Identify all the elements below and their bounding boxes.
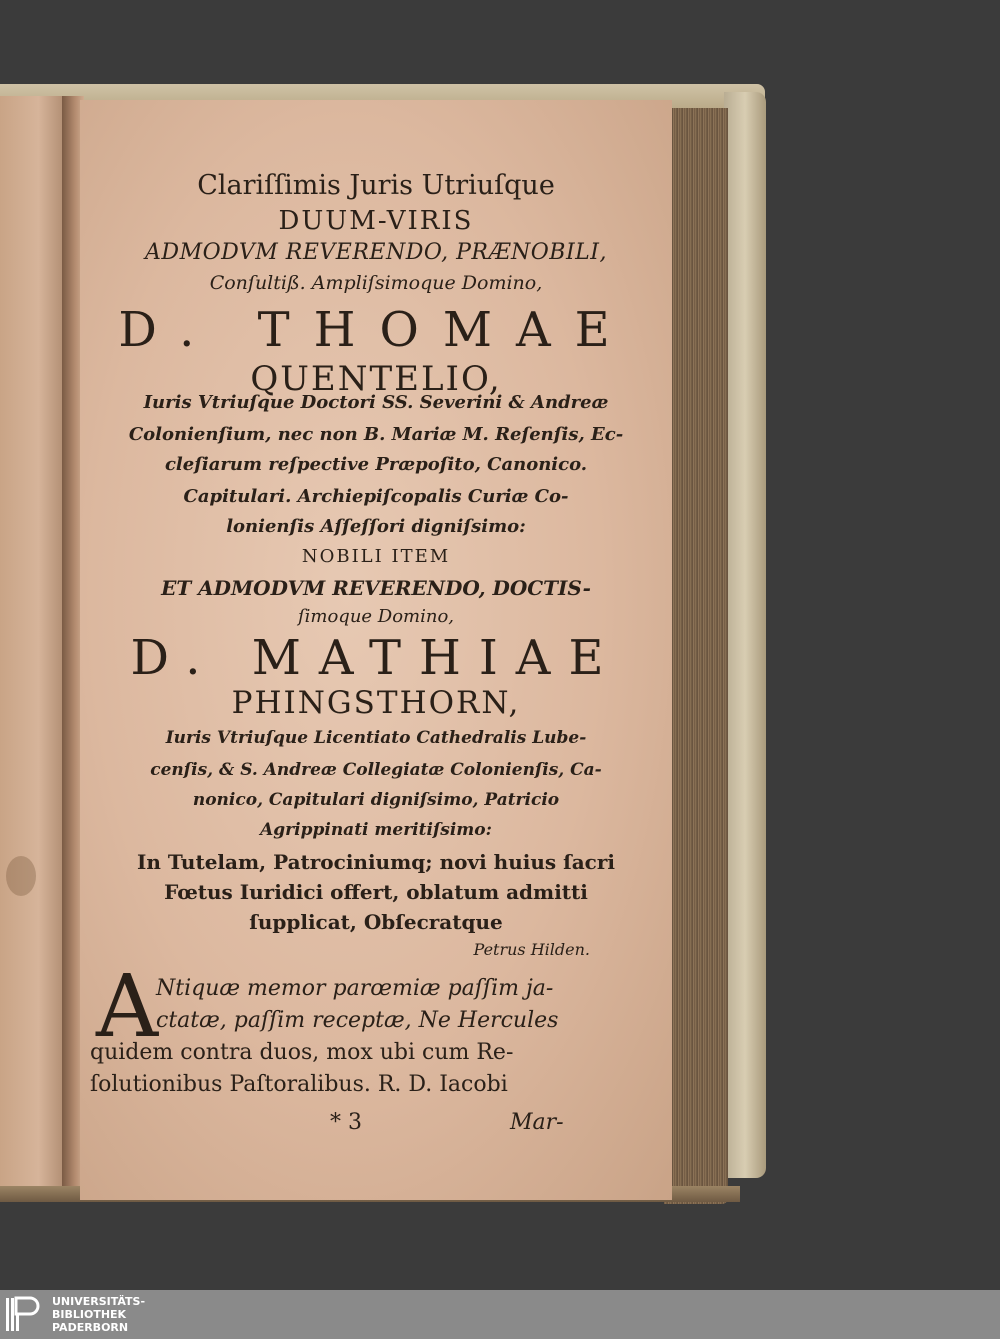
dedication-line: Conſultiß. Ampliſsimoque Domino,: [209, 272, 543, 294]
library-name-line: PADERBORN: [52, 1321, 129, 1334]
drop-cap: A: [96, 957, 159, 1057]
dedication-line: lonienſis Aſſeſſori digniſsimo:: [226, 516, 526, 537]
library-name-line: BIBLIOTHEK: [52, 1308, 127, 1321]
dedication-line: ſimoque Domino,: [297, 606, 455, 627]
dedication-line: Colonienſium, nec non B. Mariæ M. Reſenſis, Ec-: [128, 424, 624, 445]
dedication-line: Capitulari. Archiepiſcopalis Curiæ Co-: [183, 486, 569, 507]
library-footer: [0, 1290, 1000, 1339]
dedication-name-thomae: D. THOMAE: [118, 302, 634, 358]
left-page-stain: [6, 856, 36, 896]
dedication-line: Fœtus Iuridici offert, oblatum admitti: [164, 880, 588, 904]
dedication-line: Agrippinati meritiſsimo:: [260, 820, 492, 840]
dedication-line: ſupplicat, Obſecratque: [249, 910, 503, 934]
dedication-line: ADMODVM REVERENDO, PRÆNOBILI,: [145, 240, 607, 265]
library-name-line: UNIVERSITÄTS-: [52, 1295, 146, 1308]
signature-mark: * 3: [330, 1110, 362, 1135]
page-edges: [664, 108, 728, 1204]
dedication-line: Clariſſimis Juris Utriuſque: [197, 170, 555, 201]
book-right-board: [724, 92, 766, 1178]
dedication-line: cenſis, & S. Andreæ Collegiatæ Colonienſis, Ca-: [150, 760, 602, 780]
body-line: ctatæ, paſſim receptæ, Ne Hercules: [156, 1008, 559, 1033]
dedication-surname-phingsthorn: PHINGSTHORN,: [231, 685, 521, 721]
dedication-line: Iuris Vtriuſque Licentiato Cathedralis Lube-: [165, 728, 587, 748]
body-line: quidem contra duos, mox ubi cum Re-: [90, 1040, 514, 1065]
dedication-line: ET ADMODVM REVERENDO, DOCTIS-: [161, 576, 591, 600]
dedication-name-mathiae: D. MATHIAE: [130, 630, 622, 686]
author-signature: Petrus Hilden.: [473, 940, 590, 959]
book-page: [80, 100, 672, 1200]
dedication-line: In Tutelam, Patrociniumq; novi huius ſacri: [137, 850, 615, 874]
library-name: [52, 1295, 145, 1334]
dedication-line: nonico, Capitulari digniſsimo, Patricio: [192, 790, 560, 810]
body-line: ſolutionibus Paſtoralibus. R. D. Iacobi: [90, 1072, 508, 1097]
dedication-line: DUUM-VIRIS: [278, 206, 474, 236]
catchword: Mar-: [510, 1110, 564, 1135]
dedication-surname-quentelio: QUENTELIO,: [250, 359, 502, 399]
dedication-line: Iuris Vtriuſque Doctori SS. Severini & Andreæ: [143, 392, 609, 413]
left-page: [0, 96, 70, 1196]
dedication-line: NOBILI ITEM: [301, 546, 451, 567]
body-line: Ntiquæ memor parœmiæ paſſim ja-: [156, 976, 554, 1001]
dedication-line: cleſiarum reſpective Præpoſito, Canonico.: [164, 454, 588, 475]
library-logo-icon: [4, 1294, 48, 1335]
